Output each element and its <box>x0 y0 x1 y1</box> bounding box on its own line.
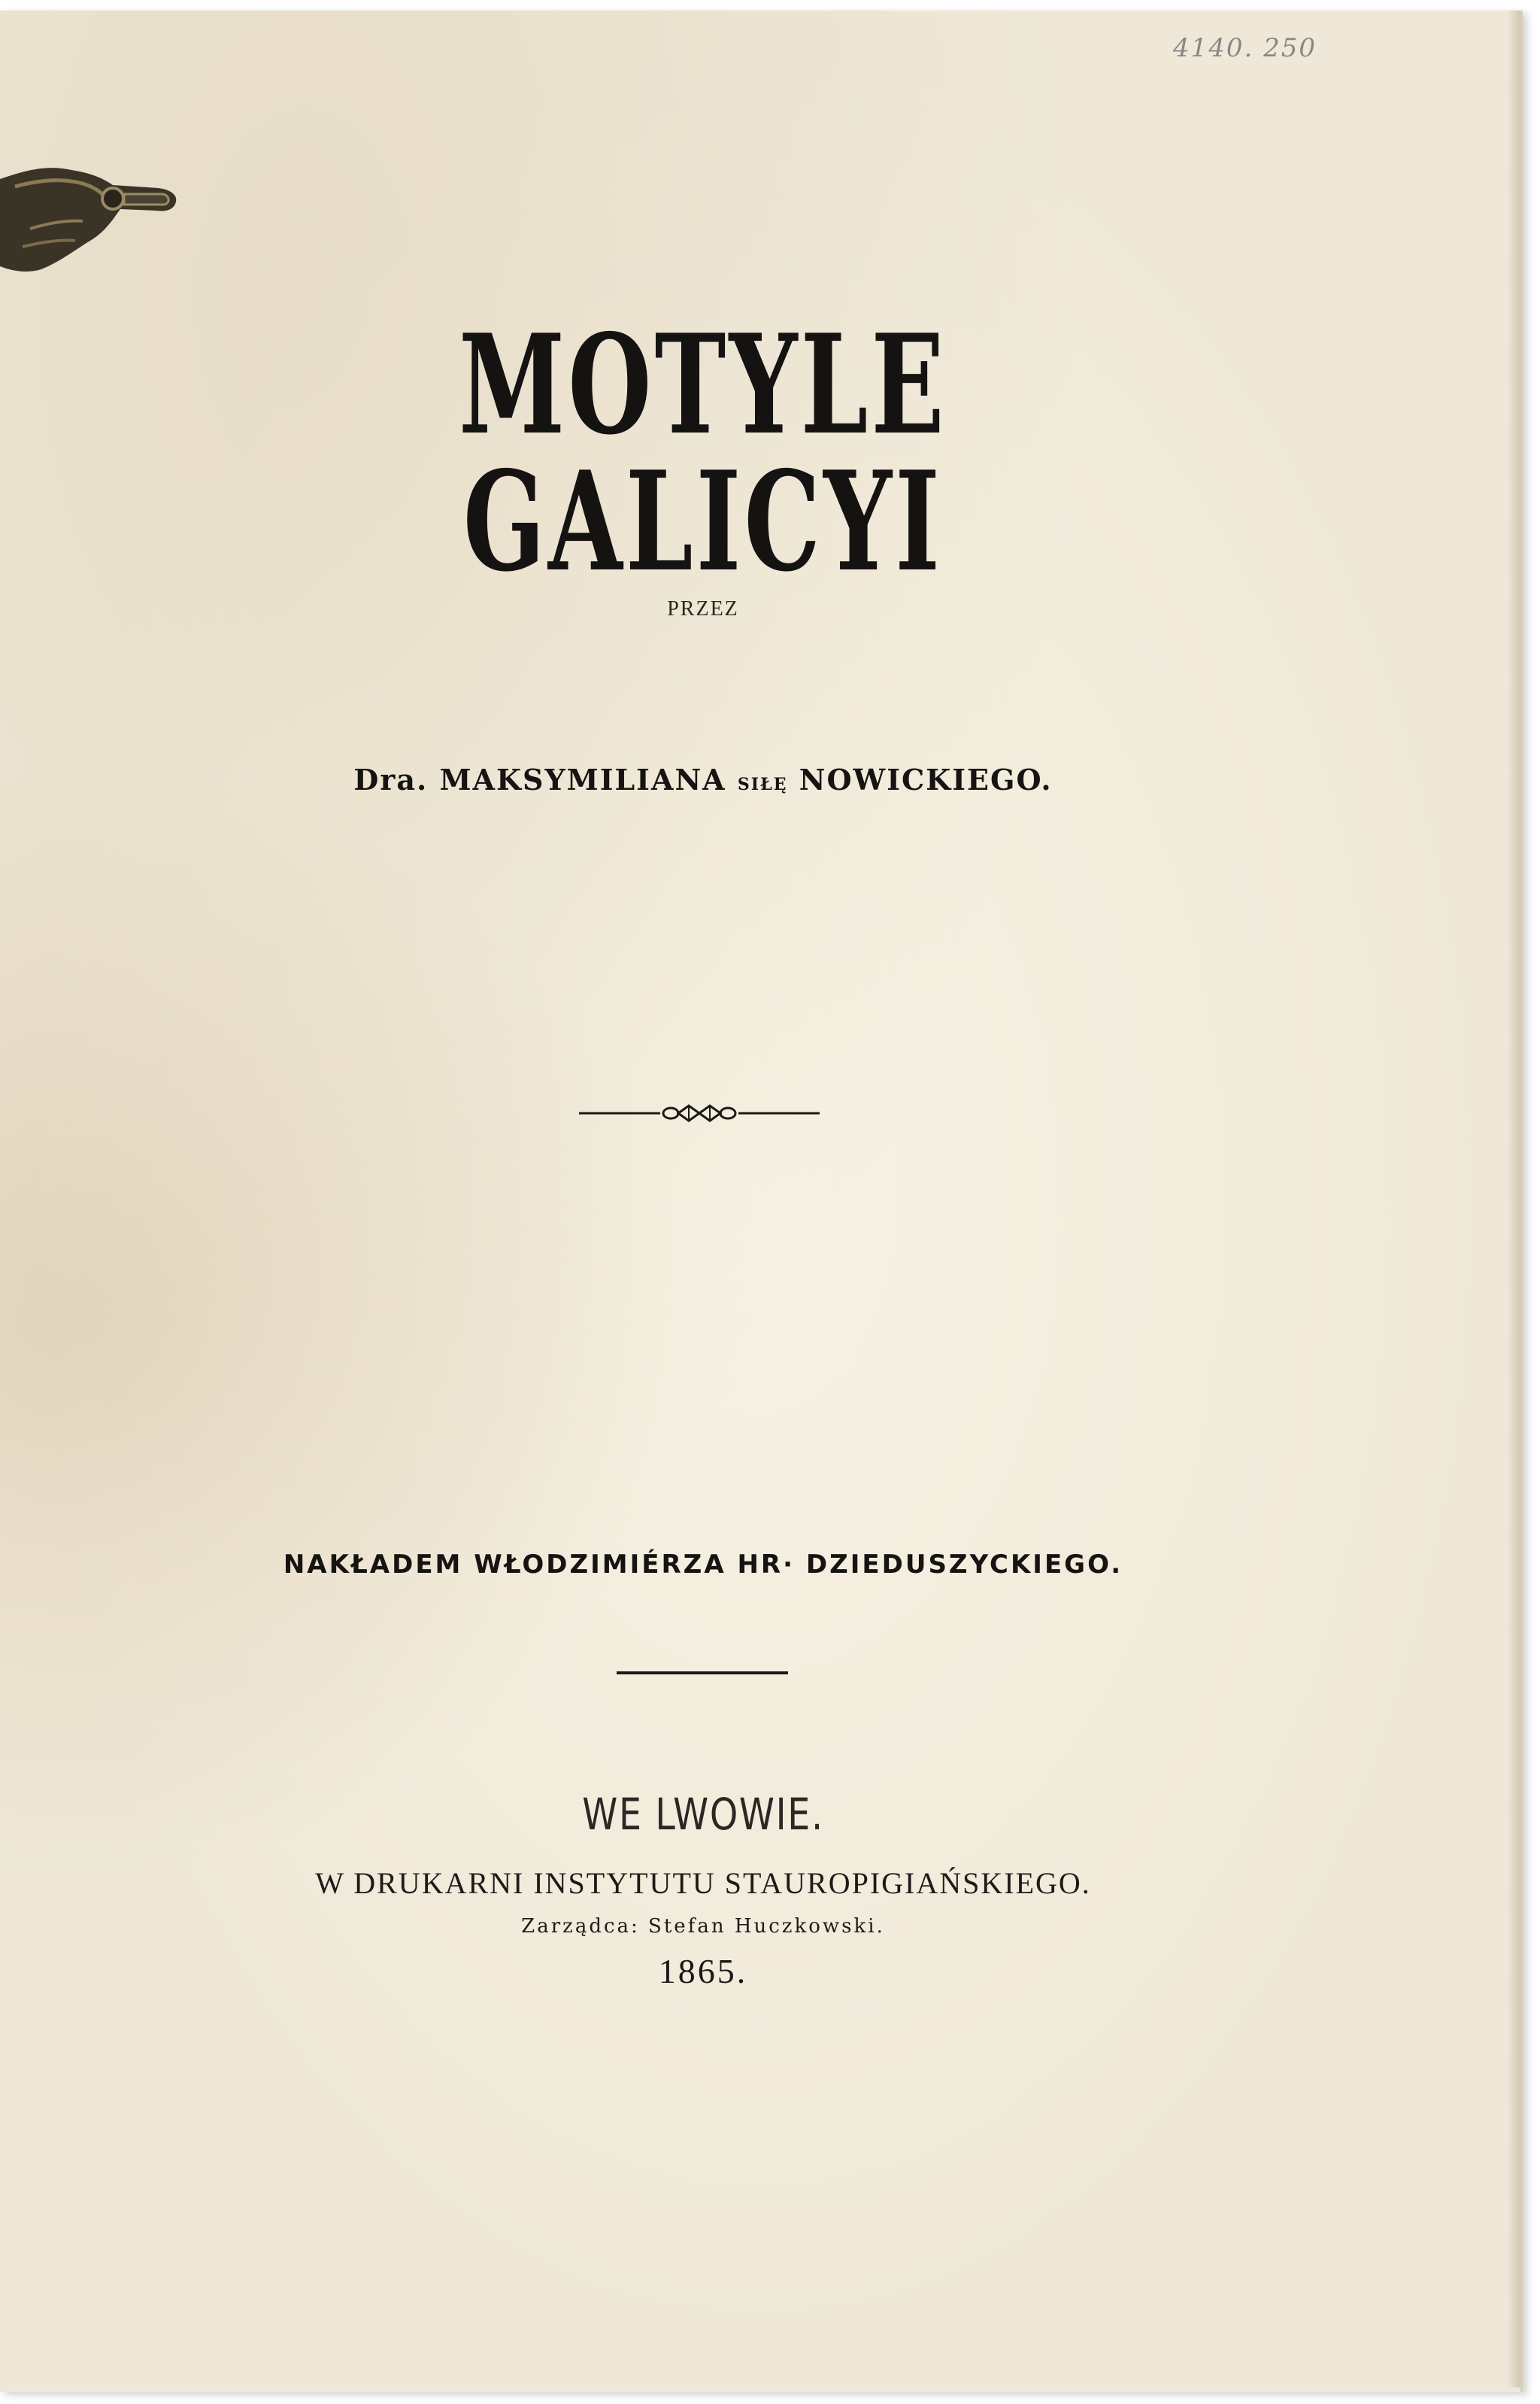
book-title: MOTYLE GALICYI <box>459 304 947 602</box>
author-prefix: Dra. <box>353 763 429 797</box>
manager-line: Zarządca: Stefan Huczkowski. <box>521 1915 885 1938</box>
city-line: WE LWOWIE. <box>582 1789 824 1840</box>
horizontal-rule <box>617 1671 788 1674</box>
author-surname: NOWICKIEGO. <box>799 763 1053 797</box>
ornament-divider-icon <box>579 1100 820 1127</box>
by-line: PRZEZ <box>667 597 739 621</box>
pointing-hand-icon <box>0 156 180 277</box>
author-mid: SIŁĘ <box>737 775 788 794</box>
publication-year: 1865. <box>658 1952 748 1990</box>
handwritten-note: 4140. 250 <box>1173 33 1317 63</box>
publisher-line: NAKŁADEM WŁODZIMIÉRZA HR· DZIEDUSZYCKIEGO. <box>283 1550 1123 1580</box>
printer-line: W DRUKARNI INSTYTUTU STAUROPIGIAŃSKIEGO. <box>315 1866 1091 1900</box>
author-line <box>0 763 1406 797</box>
author-name: MAKSYMILIANA <box>439 763 726 797</box>
page-edge <box>1507 11 1520 2387</box>
